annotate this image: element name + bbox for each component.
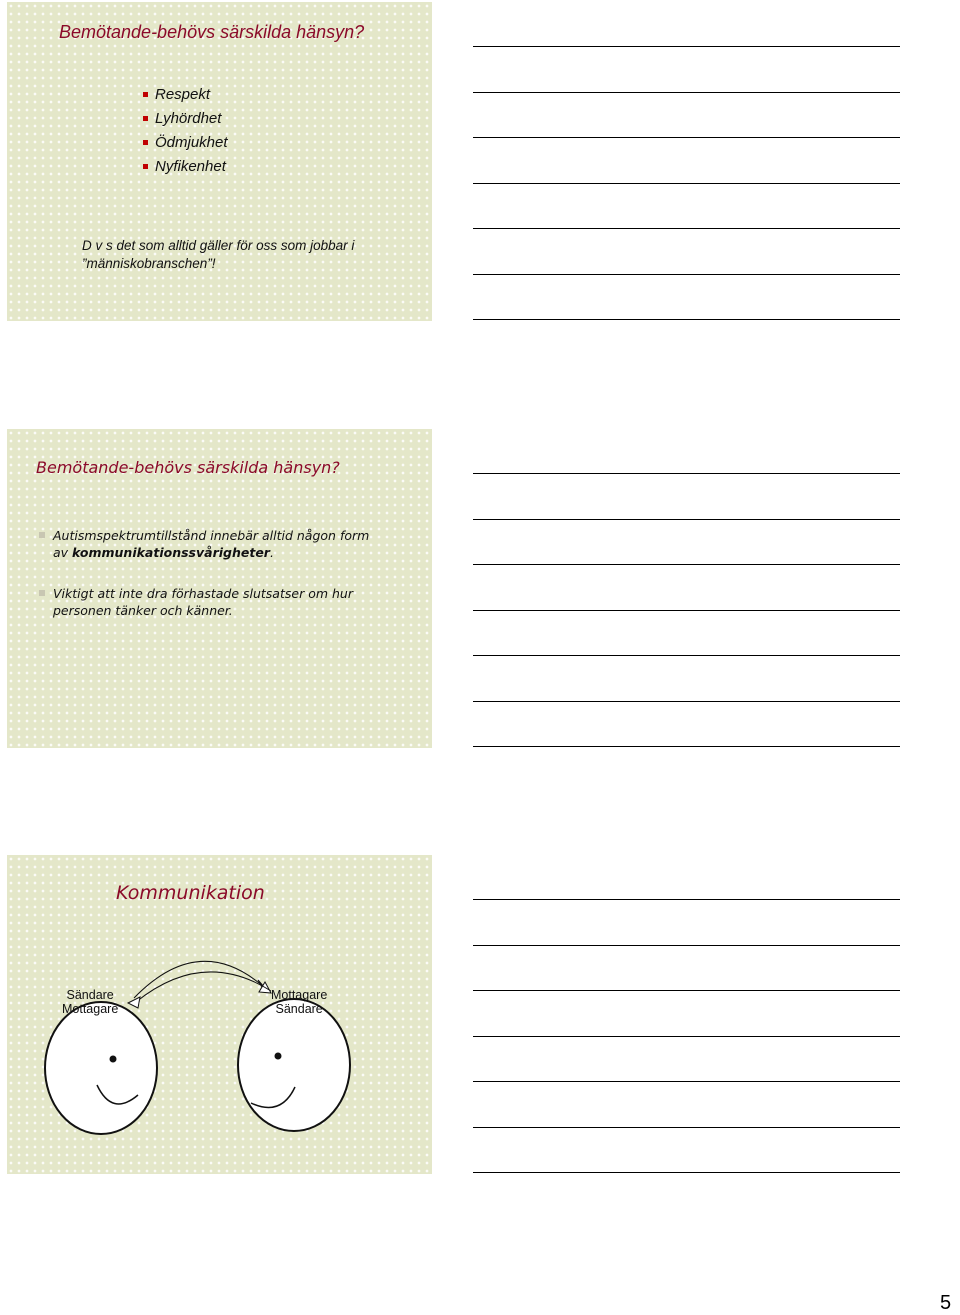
note-line — [473, 319, 900, 320]
note-line — [473, 519, 900, 520]
slide-title: Bemötande-behövs särskilda hänsyn? — [36, 458, 340, 477]
note-line — [473, 564, 900, 565]
left-eye — [110, 1056, 117, 1063]
page-number: 5 — [940, 1292, 952, 1314]
bullet-square-icon — [39, 532, 45, 538]
bullet-square-icon — [143, 92, 148, 97]
note-line — [473, 899, 900, 900]
note-line — [473, 228, 900, 229]
bullet-square-icon — [143, 116, 148, 121]
slide-title: Bemötande-behövs särskilda hänsyn? — [59, 22, 365, 42]
bullet-square-icon — [143, 140, 148, 145]
list-item: Nyfikenhet — [143, 155, 228, 179]
note-line — [473, 46, 900, 47]
statement-text: D v s det som alltid gäller för oss som jobbar i ”människobranschen”! — [82, 238, 355, 271]
note-line — [473, 610, 900, 611]
slide-2 — [7, 429, 432, 748]
right-eye — [275, 1053, 282, 1060]
note-line — [473, 1036, 900, 1037]
note-line — [473, 183, 900, 184]
slide-3 — [7, 855, 432, 1174]
note-line — [473, 1081, 900, 1082]
bullet-paragraph: Autismspektrumtillstånd innebär alltid någon form av kommunikationssvårigheter. — [53, 527, 403, 561]
note-line — [473, 990, 900, 991]
slide-1 — [7, 2, 432, 321]
note-line — [473, 473, 900, 474]
arc-arrow-upper — [134, 961, 265, 998]
list-item: Lyhördhet — [143, 107, 228, 131]
note-line — [473, 1172, 900, 1173]
slide-title: Kommunikation — [116, 882, 265, 904]
list-item: Respekt — [143, 83, 228, 107]
left-face — [45, 1002, 157, 1134]
note-line — [473, 274, 900, 275]
bullet-paragraph: Viktigt att inte dra förhastade slutsatser om hur personen tänker och känner. — [53, 585, 403, 619]
note-line — [473, 701, 900, 702]
list-item: Ödmjukhet — [143, 131, 228, 155]
bullet-square-icon — [39, 590, 45, 596]
bullet-list — [143, 83, 228, 179]
bullet-square-icon — [143, 164, 148, 169]
note-line — [473, 137, 900, 138]
note-line — [473, 92, 900, 93]
note-line — [473, 655, 900, 656]
receiver-sender-label-right: Mottagare Sändare — [271, 988, 328, 1016]
note-line — [473, 746, 900, 747]
sender-receiver-label-left: Sändare Mottagare — [62, 988, 119, 1016]
right-face — [238, 999, 350, 1131]
note-line — [473, 1127, 900, 1128]
arrow-head-icon — [128, 997, 140, 1008]
note-line — [473, 945, 900, 946]
